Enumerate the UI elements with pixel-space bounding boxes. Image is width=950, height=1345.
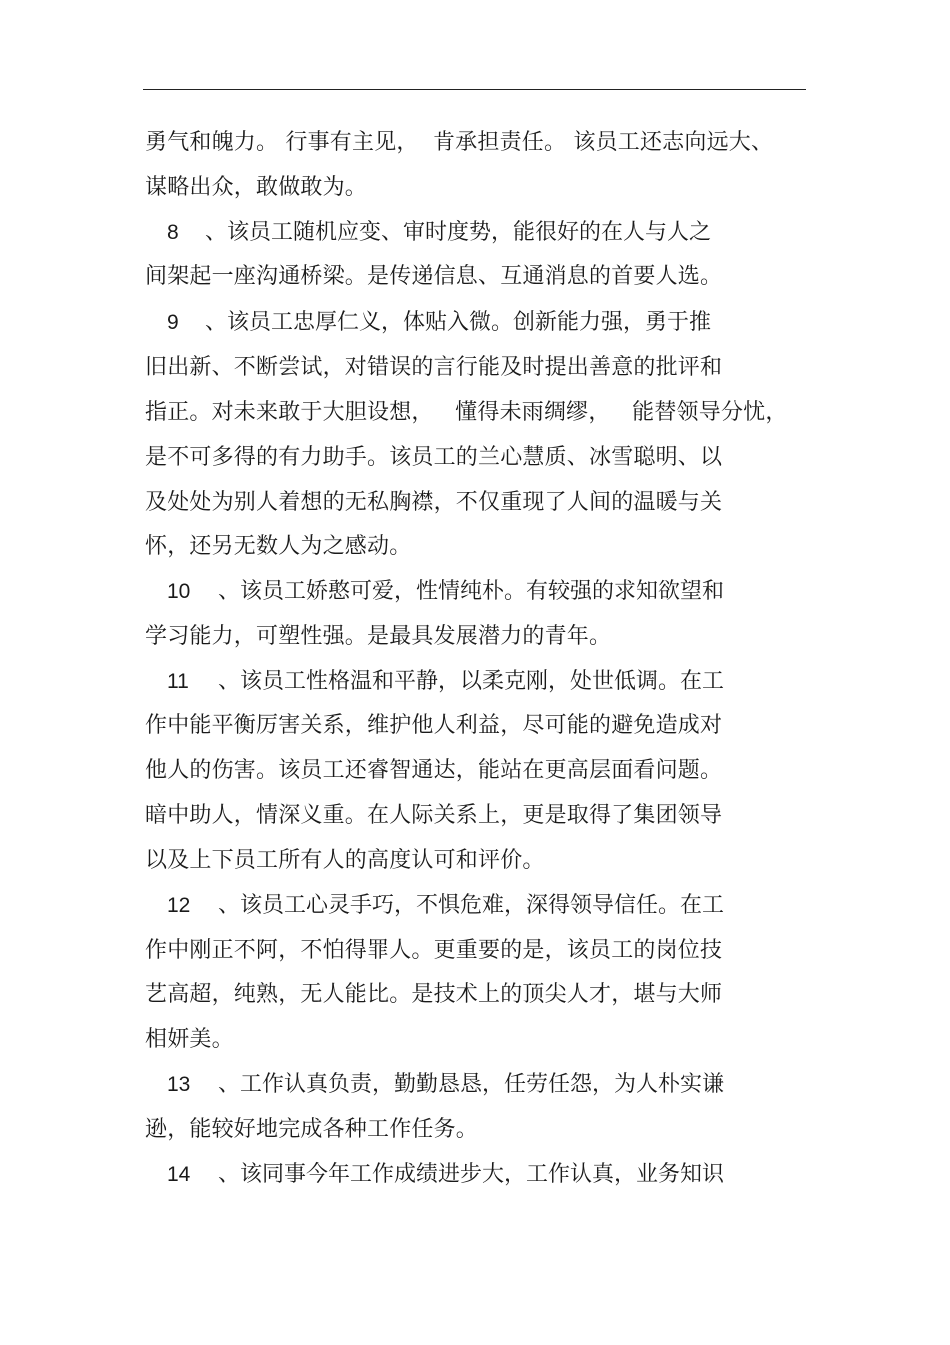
item-lead-text: 、该员工忠厚仁义，体贴入微。创新能力强，勇于推 <box>205 310 712 335</box>
item-number: 11 <box>167 670 189 693</box>
text-line: 指正。对未来敢于大胆设想， 懂得未雨绸缪， 能替领导分忧， <box>145 400 788 425</box>
text-line: 暗中助人，情深义重。在人际关系上，更是取得了集团领导 <box>145 803 723 828</box>
item-lead-text: 、该员工性格温和平静，以柔克刚，处世低调。在工 <box>218 669 725 694</box>
text-line: 怀，还另无数人为之感动。 <box>145 534 412 559</box>
text-line: 旧出新、不断尝试，对错误的言行能及时提出善意的批评和 <box>145 355 723 380</box>
item-lead-text: 、工作认真负责，勤勤恳恳，任劳任怨，为人朴实谦 <box>218 1072 725 1097</box>
text-line: 逊，能较好地完成各种工作任务。 <box>145 1117 479 1142</box>
text-line: 间架起一座沟通桥梁。是传递信息、互通消息的首要人选。 <box>145 264 723 289</box>
item-number: 9 <box>167 311 179 334</box>
item-number: 10 <box>167 580 191 603</box>
text-line: 以及上下员工所有人的高度认可和评价。 <box>145 848 545 873</box>
text-line: 作中刚正不阿，不怕得罪人。更重要的是，该员工的岗位技 <box>145 938 723 963</box>
text-line: 学习能力，可塑性强。是最具发展潜力的青年。 <box>145 624 612 649</box>
item-lead-text: 、该员工心灵手巧，不惧危难，深得领导信任。在工 <box>218 893 725 918</box>
item-number: 12 <box>167 894 191 917</box>
text-line: 他人的伤害。该员工还睿智通达，能站在更高层面看问题。 <box>145 758 723 783</box>
text-line: 相妍美。 <box>145 1027 234 1052</box>
text-line: 及处处为别人着想的无私胸襟，不仅重现了人间的温暖与关 <box>145 490 723 515</box>
text-line: 作中能平衡厉害关系，维护他人利益，尽可能的避免造成对 <box>145 713 723 738</box>
text-line: 谋略出众，敢做敢为。 <box>145 175 368 200</box>
text-line: 是不可多得的有力助手。该员工的兰心慧质、冰雪聪明、以 <box>145 445 723 470</box>
text-line: 艺高超，纯熟，无人能比。是技术上的顶尖人才，堪与大师 <box>145 982 723 1007</box>
text-line: 勇气和魄力。 行事有主见， 肯承担责任。 该员工还志向远大、 <box>145 130 774 155</box>
item-lead-text: 、该员工随机应变、审时度势，能很好的在人与人之 <box>205 220 712 245</box>
header-rule <box>143 89 806 90</box>
item-number: 14 <box>167 1163 191 1186</box>
item-lead-text: 、该同事今年工作成绩进步大，工作认真，业务知识 <box>218 1162 725 1187</box>
item-lead-text: 、该员工娇憨可爱，性情纯朴。有较强的求知欲望和 <box>218 579 725 604</box>
item-number: 8 <box>167 221 179 244</box>
item-number: 13 <box>167 1073 191 1096</box>
